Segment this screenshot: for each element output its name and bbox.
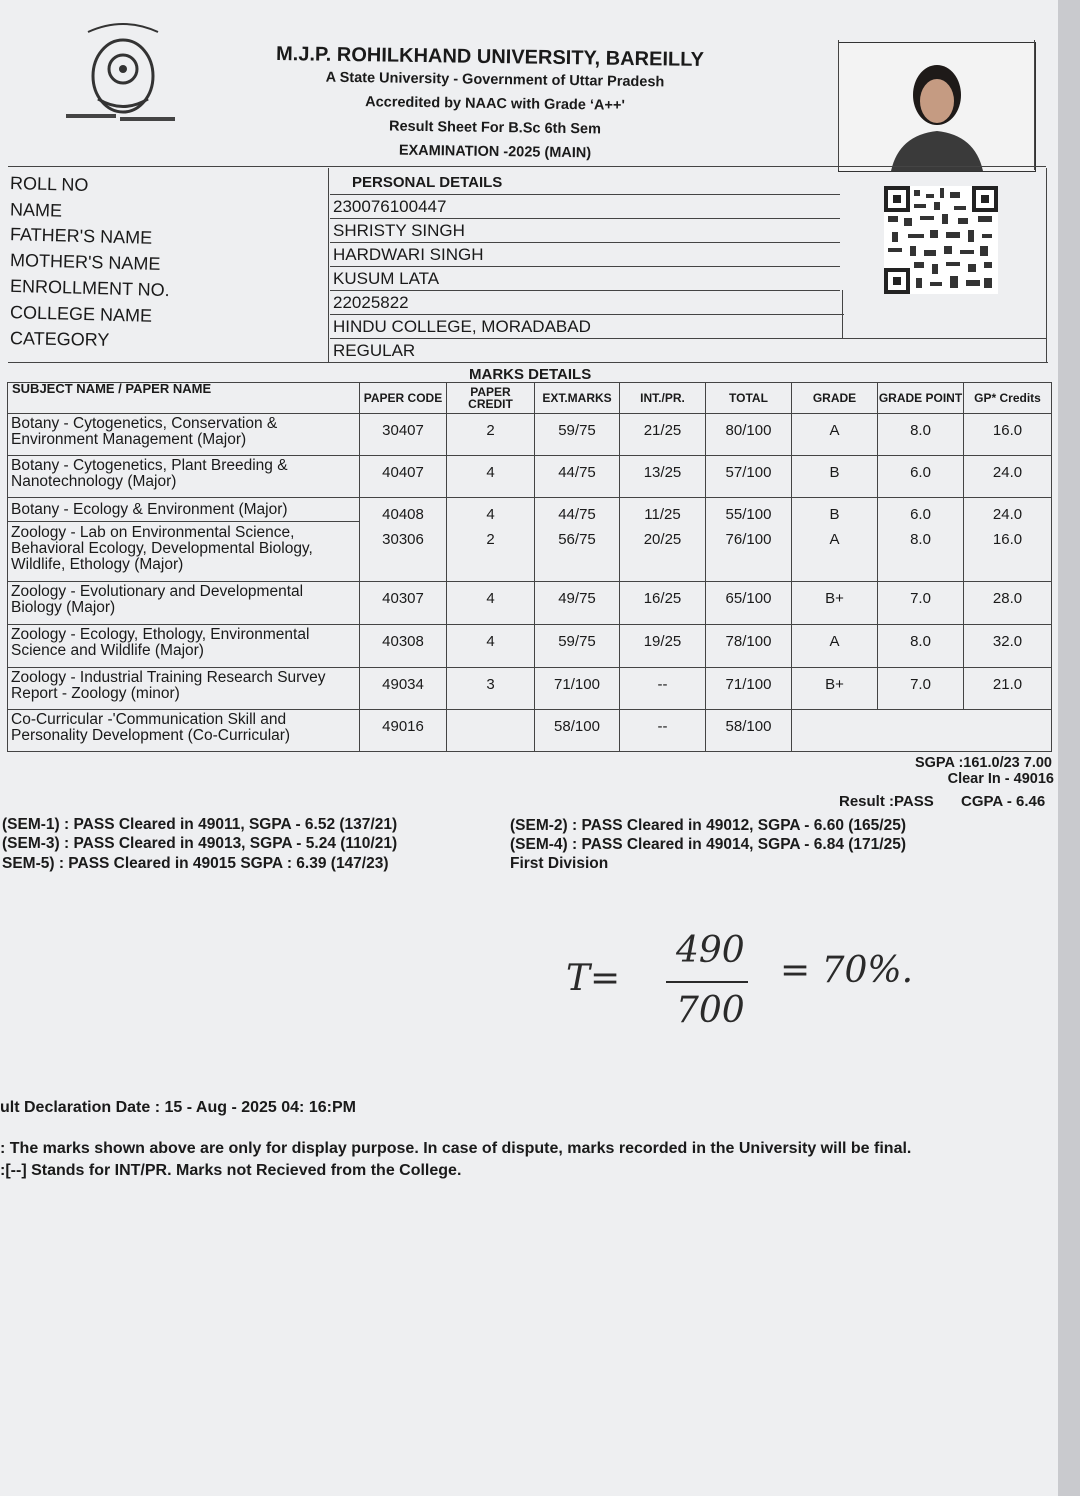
sem1-result: (SEM-1) : PASS Cleared in 49011, SGPA - 6.52 (137/21) xyxy=(2,816,398,833)
table-row xyxy=(8,414,1052,456)
examination-title: EXAMINATION -2025 (MAIN) xyxy=(398,142,592,162)
subject-name: Botany - Ecology & Environment (Major) xyxy=(8,500,359,522)
grid-line xyxy=(330,194,840,195)
ext-marks-cell xyxy=(535,498,620,582)
gp-credits xyxy=(964,710,1052,752)
division: First Division xyxy=(510,855,609,872)
label-enrollment-no: ENROLLMENT NO. xyxy=(9,275,170,301)
sem5-result: SEM-5) : PASS Cleared in 49015 SGPA : 6.39 (147/23) xyxy=(2,855,389,872)
value-college-name: HINDU COLLEGE, MORADABAD xyxy=(333,317,591,336)
paper-code: 40307 xyxy=(360,582,447,625)
col-int-pr: INT./PR. xyxy=(620,383,706,414)
value-category: REGULAR xyxy=(333,341,416,360)
gp-credits: 24.0 xyxy=(992,506,1023,523)
sgpa-summary: SGPA :161.0/23 7.00 xyxy=(914,755,1052,771)
total-marks: 57/100 xyxy=(706,456,792,498)
gp-credits-cell xyxy=(964,498,1052,582)
col-subject: SUBJECT NAME / PAPER NAME xyxy=(8,383,360,414)
grid-line xyxy=(1046,168,1047,362)
int-marks: 21/25 xyxy=(620,414,706,456)
paper-credit xyxy=(447,710,535,752)
value-enrollment-no: 22025822 xyxy=(333,293,409,312)
gp-credits: 24.0 xyxy=(964,456,1052,498)
subject-name: Zoology - Evolutionary and Developmental Biology (Major) xyxy=(8,582,360,625)
subject-name: Zoology - Lab on Environmental Science, Behavioral Ecology, Developmental Biology, Wildlife, Ethology (Major) xyxy=(11,524,313,573)
clear-in: Clear In - 49016 xyxy=(947,771,1054,787)
result-status: Result :PASS xyxy=(839,793,934,810)
grade-point: 6.0 xyxy=(878,456,964,498)
paper-code: 40308 xyxy=(360,625,447,668)
ext-marks: 44/75 xyxy=(535,456,620,498)
total-marks-cell xyxy=(706,498,792,582)
grid-line xyxy=(1034,40,1035,170)
int-marks: 13/25 xyxy=(620,456,706,498)
total-marks: 55/100 xyxy=(725,506,772,523)
ext-marks: 58/100 xyxy=(535,710,620,752)
grade-point: 8.0 xyxy=(878,414,964,456)
grade-point-cell xyxy=(878,498,964,582)
grade: A xyxy=(829,531,840,548)
paper-code: 30306 xyxy=(382,531,424,548)
grid-line xyxy=(328,168,329,362)
label-fathers-name: FATHER'S NAME xyxy=(9,224,153,248)
grade: B+ xyxy=(792,582,878,625)
fraction-bar xyxy=(666,981,748,983)
value-roll-no: 230076100447 xyxy=(333,197,447,216)
int-marks: 11/25 xyxy=(644,506,681,523)
grid-line xyxy=(8,362,1048,363)
paper-code: 49016 xyxy=(360,710,447,752)
paper-code: 49034 xyxy=(360,668,447,710)
label-name: NAME xyxy=(9,199,63,221)
int-marks: 20/25 xyxy=(643,531,682,548)
gp-credits: 16.0 xyxy=(964,414,1052,456)
handwritten-percentage: = 70%. xyxy=(780,950,914,991)
value-name: SHRISTY SINGH xyxy=(333,221,465,240)
paper-credit: 4 xyxy=(486,506,495,523)
sem3-result: (SEM-3) : PASS Cleared in 49013, SGPA - 5.24 (110/21) xyxy=(2,835,398,852)
paper-credit: 2 xyxy=(447,414,535,456)
label-category: CATEGORY xyxy=(9,328,110,350)
label-college-name: COLLEGE NAME xyxy=(9,302,153,326)
university-status: A State University - Government of Uttar Pradesh xyxy=(325,69,665,91)
gp-credits: 16.0 xyxy=(992,531,1023,548)
grid-line xyxy=(838,40,839,170)
sem4-result: (SEM-4) : PASS Cleared in 49014, SGPA - 6.84 (171/25) xyxy=(510,836,906,853)
col-ext-marks: EXT.MARKS xyxy=(535,383,620,414)
paper-credit: 4 xyxy=(447,582,535,625)
ext-marks: 59/75 xyxy=(535,625,620,668)
grid-line xyxy=(330,314,844,315)
declaration-date: ult Declaration Date : 15 - Aug - 2025 04: 16:PM xyxy=(0,1099,356,1116)
result-title: Result Sheet For B.Sc 6th Sem xyxy=(388,118,602,138)
grade-point: 8.0 xyxy=(910,531,931,548)
subject-name: Zoology - Industrial Training Research Survey Report - Zoology (minor) xyxy=(8,668,360,710)
paper-code: 40407 xyxy=(360,456,447,498)
ext-marks: 44/75 xyxy=(558,506,596,523)
student-photo xyxy=(838,42,1036,172)
col-total: TOTAL xyxy=(706,383,792,414)
label-roll-no: ROLL NO xyxy=(9,172,89,196)
qr-code xyxy=(884,186,998,294)
paper-code-cell xyxy=(360,498,447,582)
ext-marks: 71/100 xyxy=(535,668,620,710)
paper-credit: 4 xyxy=(447,625,535,668)
grade: A xyxy=(792,625,878,668)
gp-credits: 32.0 xyxy=(964,625,1052,668)
paper-credit: 3 xyxy=(447,668,535,710)
ext-marks: 56/75 xyxy=(558,531,596,548)
grid-line xyxy=(330,218,840,219)
grade-point: 7.0 xyxy=(878,668,964,710)
university-name: M.J.P. ROHILKHAND UNIVERSITY, BAREILLY xyxy=(275,43,705,71)
paper-code: 40408 xyxy=(382,506,424,523)
total-marks: 65/100 xyxy=(706,582,792,625)
marks-details-heading: MARKS DETAILS xyxy=(469,366,592,383)
col-paper-code: PAPER CODE xyxy=(360,383,447,414)
table-row xyxy=(8,456,1052,498)
table-header-row xyxy=(8,383,1052,414)
grade-point: 6.0 xyxy=(910,506,931,523)
subject-name: Zoology - Ecology, Ethology, Environmental Science and Wildlife (Major) xyxy=(8,625,360,668)
marks-table xyxy=(7,382,1052,752)
paper-credit: 4 xyxy=(447,456,535,498)
table-row xyxy=(8,625,1052,668)
table-row xyxy=(8,710,1052,752)
grade-point xyxy=(878,710,964,752)
cgpa: CGPA - 6.46 xyxy=(961,793,1046,810)
grade: B+ xyxy=(792,668,878,710)
paper-credit: 2 xyxy=(486,531,495,548)
label-mothers-name: MOTHER'S NAME xyxy=(9,250,161,274)
grid-line xyxy=(8,166,1046,167)
value-mothers-name: KUSUM LATA xyxy=(333,269,440,288)
disclaimer-note: : The marks shown above are only for display purpose. In case of dispute, marks recorded in the University will be final. xyxy=(0,1140,912,1157)
grade-point: 7.0 xyxy=(878,582,964,625)
sem2-result: (SEM-2) : PASS Cleared in 49012, SGPA - 6.60 (165/25) xyxy=(510,817,906,834)
grid-line xyxy=(330,290,840,291)
table-row xyxy=(8,498,1052,582)
int-marks-cell xyxy=(620,498,706,582)
int-marks: -- xyxy=(620,710,706,752)
col-gp-credits: GP* Credits xyxy=(964,383,1052,414)
total-marks: 71/100 xyxy=(706,668,792,710)
total-marks: 76/100 xyxy=(725,531,772,548)
accreditation: Accredited by NAAC with Grade ‘A++' xyxy=(365,94,625,114)
ext-marks: 59/75 xyxy=(535,414,620,456)
col-grade: GRADE xyxy=(792,383,878,414)
grade: B xyxy=(829,506,840,523)
grade: B xyxy=(792,456,878,498)
int-pr-note: :[--] Stands for INT/PR. Marks not Recieved from the College. xyxy=(0,1162,462,1179)
grid-line xyxy=(330,266,840,267)
subject-name: Co-Curricular -'Communication Skill and Personality Development (Co-Curricular) xyxy=(8,710,360,752)
personal-details-heading: PERSONAL DETAILS xyxy=(352,174,503,191)
grade-point: 8.0 xyxy=(878,625,964,668)
grid-line xyxy=(330,338,1046,339)
col-paper-credit: PAPER CREDIT xyxy=(447,383,535,414)
grade xyxy=(792,710,878,752)
gp-credits: 28.0 xyxy=(964,582,1052,625)
grid-line xyxy=(842,290,843,338)
total-marks: 80/100 xyxy=(706,414,792,456)
table-row xyxy=(8,582,1052,625)
value-fathers-name: HARDWARI SINGH xyxy=(333,245,484,264)
paper-credit-cell xyxy=(447,498,535,582)
total-marks: 58/100 xyxy=(706,710,792,752)
int-marks: -- xyxy=(620,668,706,710)
int-marks: 19/25 xyxy=(620,625,706,668)
grade-cell xyxy=(792,498,878,582)
subject-name-merged xyxy=(8,498,360,582)
table-row xyxy=(8,668,1052,710)
grid-line xyxy=(330,242,840,243)
total-marks: 78/100 xyxy=(706,625,792,668)
handwritten-t: T= xyxy=(566,958,621,999)
handwritten-denominator: 700 xyxy=(676,990,745,1031)
paper-code: 30407 xyxy=(360,414,447,456)
subject-name: Botany - Cytogenetics, Plant Breeding & Nanotechnology (Major) xyxy=(8,456,360,498)
page-edge xyxy=(1058,0,1080,1496)
subject-name: Botany - Cytogenetics, Conservation & Environment Management (Major) xyxy=(8,414,360,456)
university-logo xyxy=(58,14,188,129)
grade: A xyxy=(792,414,878,456)
col-grade-point: GRADE POINT xyxy=(878,383,964,414)
ext-marks: 49/75 xyxy=(535,582,620,625)
int-marks: 16/25 xyxy=(620,582,706,625)
handwritten-numerator: 490 xyxy=(676,930,745,971)
gp-credits: 21.0 xyxy=(964,668,1052,710)
